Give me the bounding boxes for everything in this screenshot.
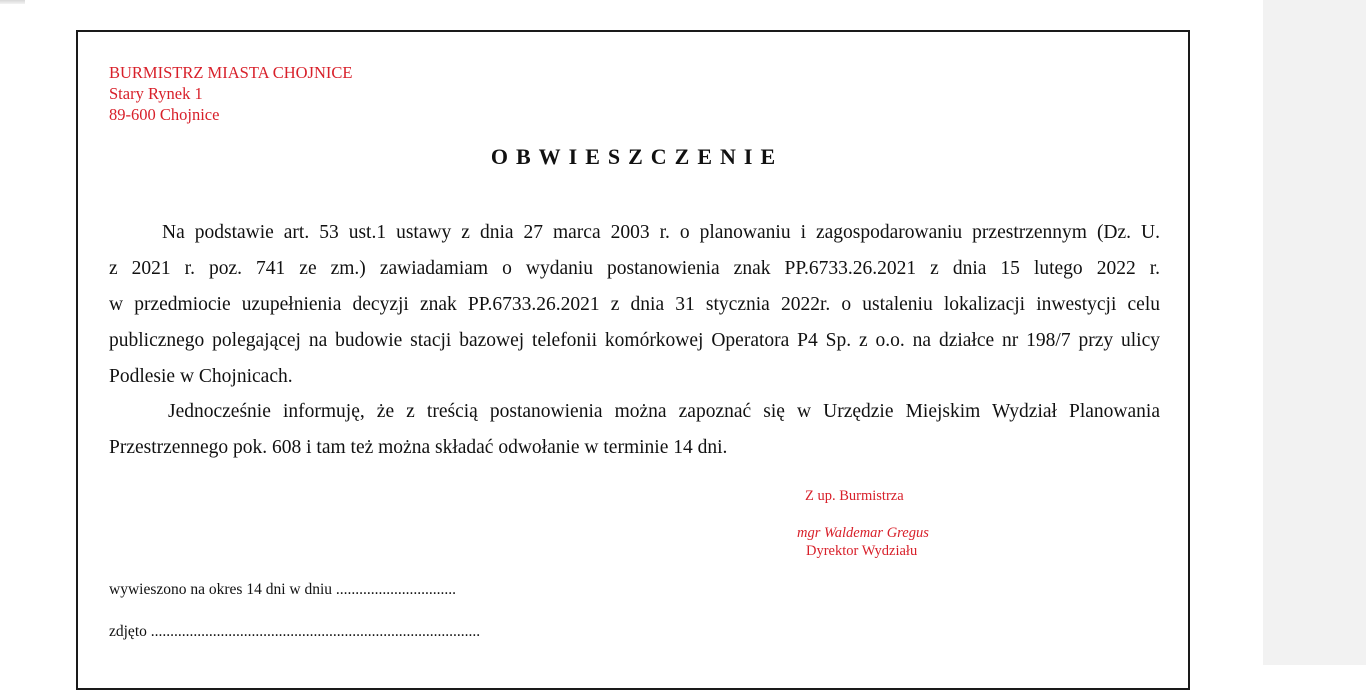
- paragraph-line: publicznego polegającej na budowie stacji bazowej telefonii komórkowej Operatora P4 Sp. z o.o. na działce nr 198/7 przy ulicy: [109, 330, 1160, 351]
- letterhead-postal: 89-600 Chojnice: [109, 105, 220, 124]
- signature-position: Dyrektor Wydziału: [806, 543, 918, 559]
- document-title: OBWIESZCZENIE: [490, 144, 784, 169]
- viewer-gutter: [1263, 0, 1366, 665]
- letterhead-office: BURMISTRZ MIASTA CHOJNICE: [109, 63, 353, 82]
- posted-date-line: wywieszono na okres 14 dni w dniu ...............................: [109, 581, 456, 598]
- paragraph-line: w przedmiocie uzupełnienia decyzji znak PP.6733.26.2021 z dnia 31 stycznia 2022r. o ustaleniu lokalizacji inwestycji celu: [109, 294, 1160, 315]
- signature-name: mgr Waldemar Gregus: [797, 525, 929, 541]
- document-page: [76, 30, 1190, 690]
- paragraph-line: Przestrzennego pok. 608 i tam też można składać odwołanie w terminie 14 dni.: [109, 437, 728, 458]
- signature-on-behalf: Z up. Burmistrza: [805, 488, 904, 504]
- paragraph-line: Podlesie w Chojnicach.: [109, 366, 293, 387]
- removed-date-line: zdjęto .....................................................................................: [109, 623, 481, 640]
- paragraph-line: z 2021 r. poz. 741 ze zm.) zawiadamiam o wydaniu postanowienia znak PP.6733.26.2021 z dnia 15 lutego 2022 r.: [109, 258, 1160, 279]
- letterhead-street: Stary Rynek 1: [109, 84, 203, 103]
- paragraph-line: Jednocześnie informuję, że z treścią postanowienia można zapoznać się w Urzędzie Miejskim Wydział Planowania: [168, 401, 1160, 422]
- paragraph-line: Na podstawie art. 53 ust.1 ustawy z dnia 27 marca 2003 r. o planowaniu i zagospodarowaniu przestrzennym (Dz. U.: [162, 222, 1160, 243]
